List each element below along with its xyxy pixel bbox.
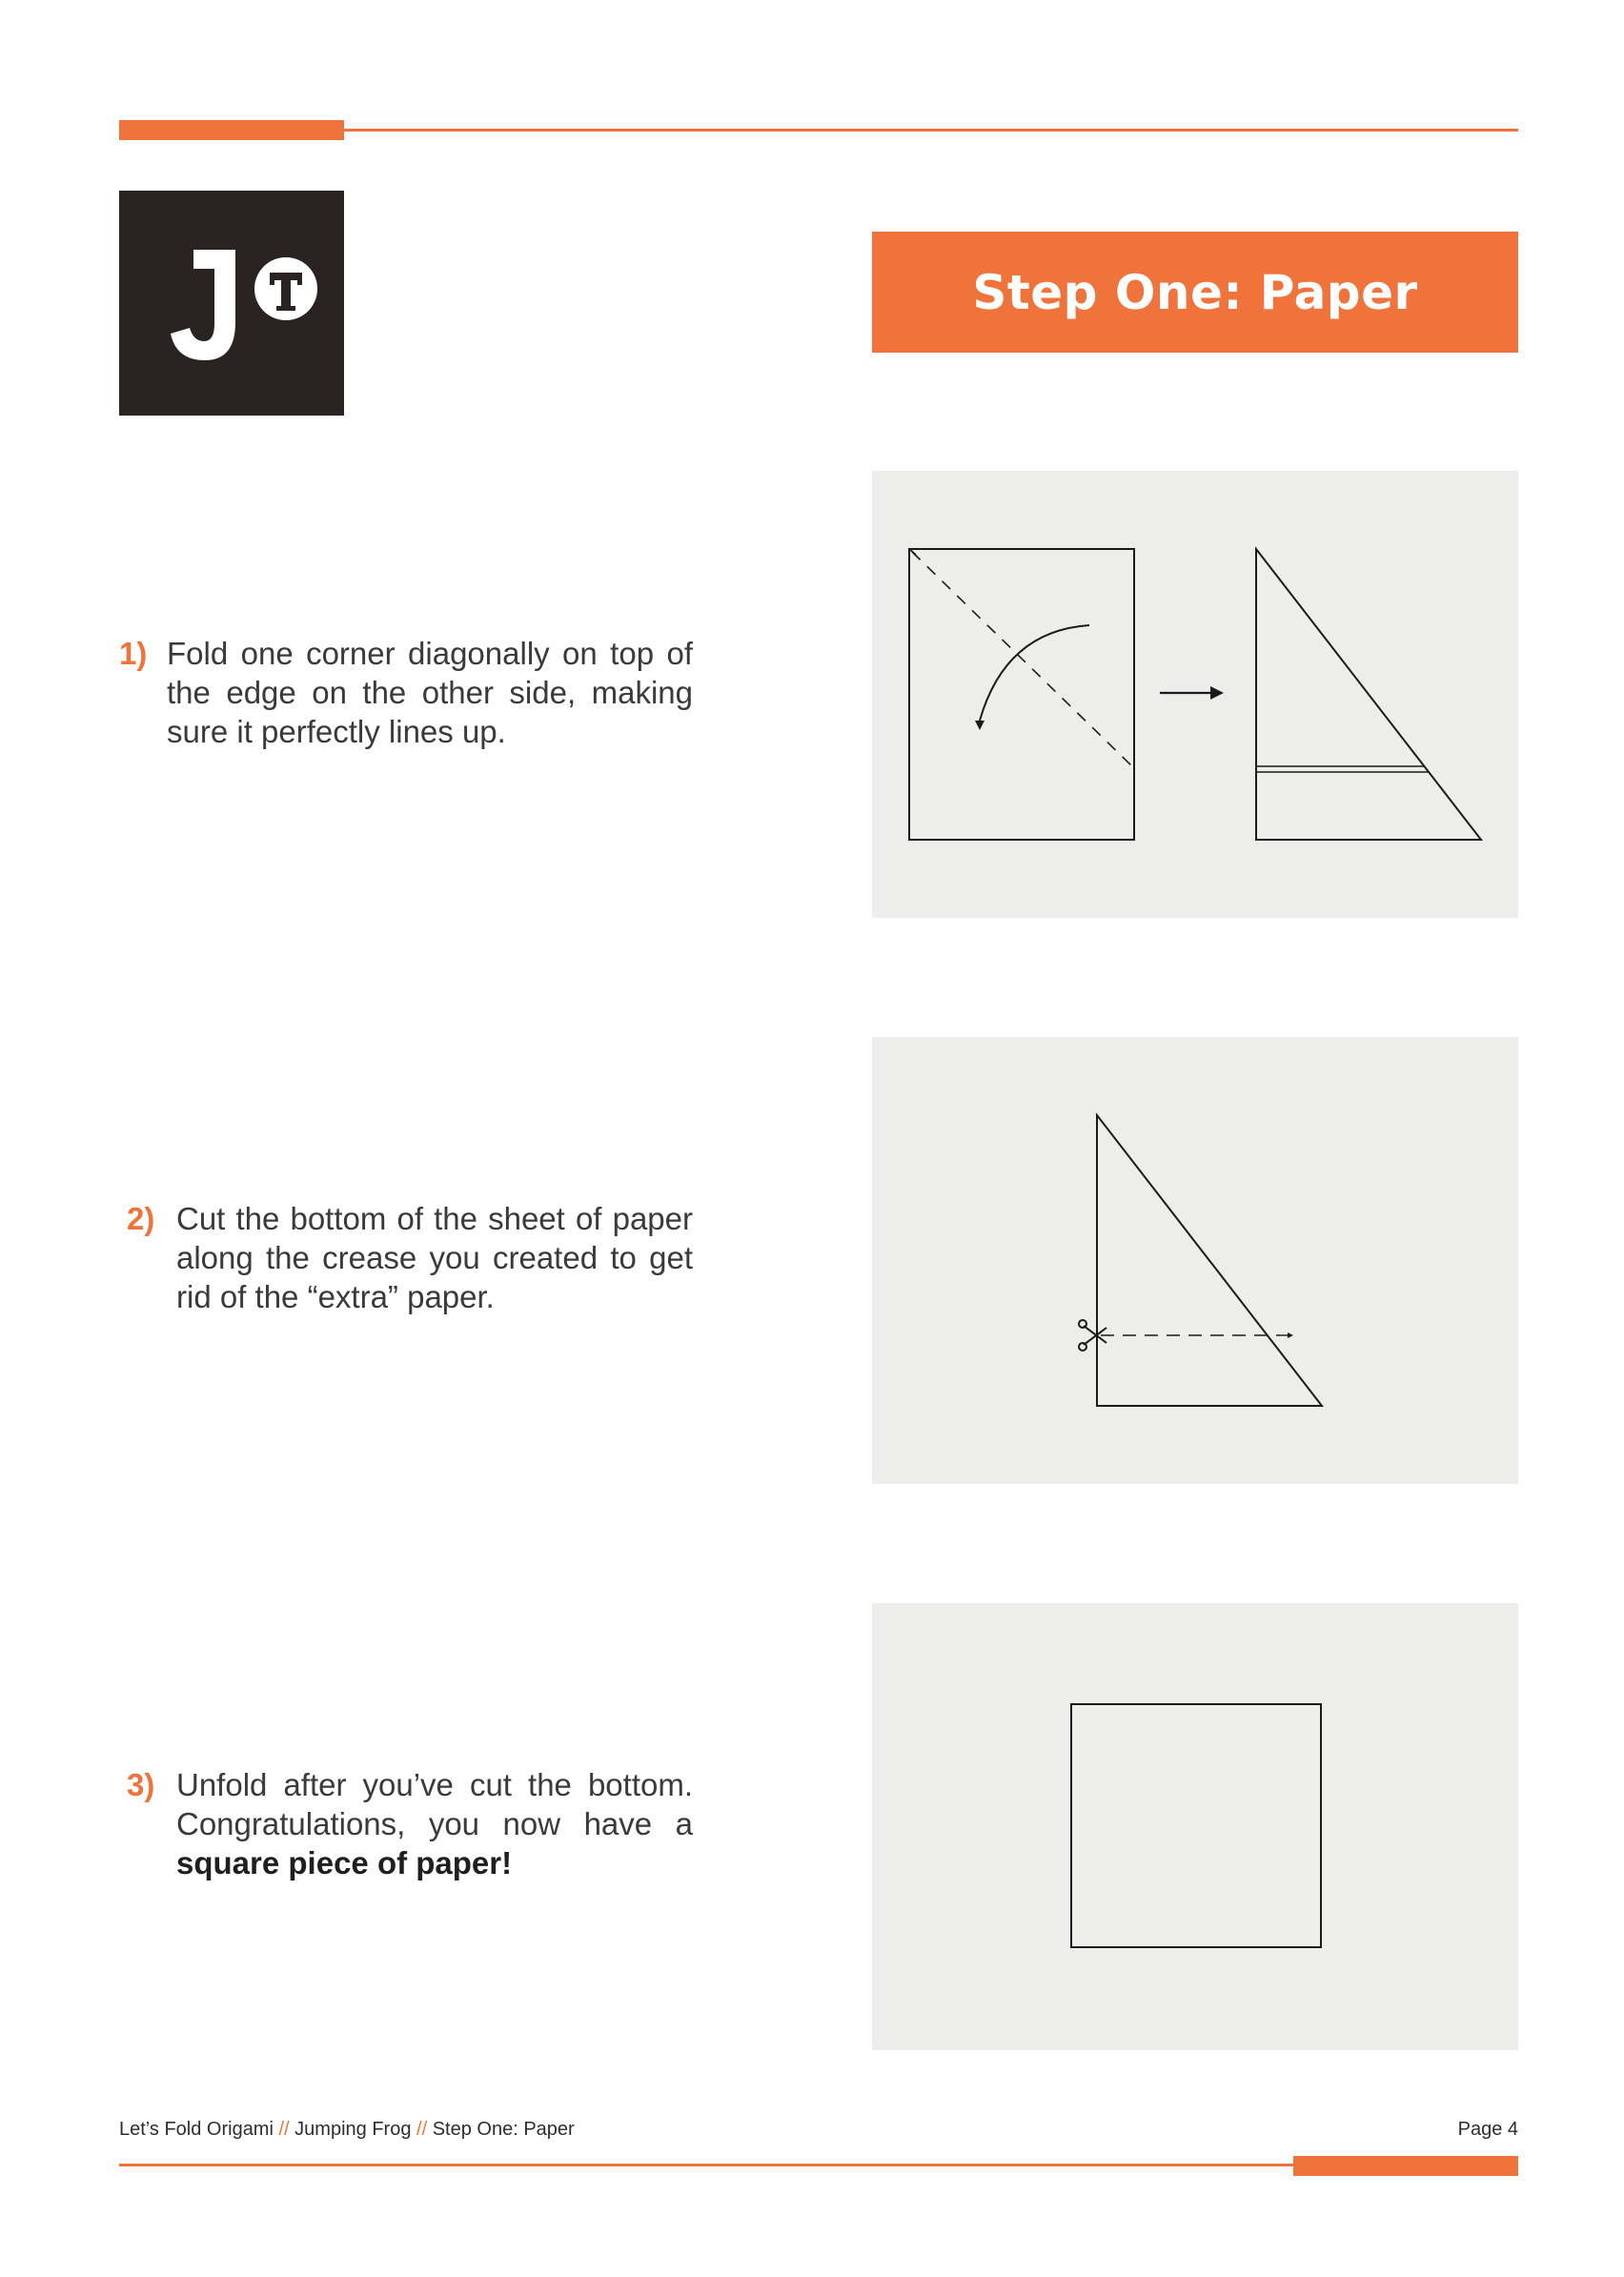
- square-paper-diagram: [872, 1603, 1518, 2050]
- step-text: Fold one corner diagonally on top of the edge on the other side, making sure it perfectly lines up.: [167, 636, 693, 749]
- step-3: [127, 1765, 693, 1882]
- header-accent-bar: [119, 120, 344, 140]
- breadcrumb-item: Step One: Paper: [432, 2119, 575, 2140]
- breadcrumb-separator: //: [416, 2119, 428, 2140]
- jt-logo-icon: [119, 191, 344, 416]
- step-text: [176, 1765, 693, 1882]
- footer-breadcrumb: [119, 2119, 575, 2141]
- step-text-main: Unfold after you’ve cut the bottom. Congratulations, you now have a: [176, 1767, 693, 1841]
- header-rule: [344, 129, 1518, 132]
- step-text-emphasis: square piece of paper!: [176, 1845, 513, 1881]
- page-number: Page 4: [1457, 2119, 1518, 2140]
- footer-accent-bar: [1293, 2156, 1518, 2176]
- step-1: [119, 634, 693, 751]
- title-banner: [872, 232, 1518, 353]
- logo: [119, 191, 344, 416]
- page-title: Step One: Paper: [972, 264, 1418, 320]
- step-number: 3): [127, 1767, 155, 1802]
- breadcrumb-separator: //: [278, 2119, 290, 2140]
- cut-bottom-diagram: [872, 1037, 1518, 1484]
- step-number: 2): [127, 1201, 155, 1236]
- footer-rule: [119, 2164, 1293, 2166]
- fold-diagonal-diagram: [872, 471, 1518, 918]
- breadcrumb-item: Let’s Fold Origami: [119, 2119, 274, 2140]
- step-number: 1): [119, 636, 148, 671]
- breadcrumb-item: Jumping Frog: [294, 2119, 412, 2140]
- step-text: Cut the bottom of the sheet of paper along the crease you created to get rid of the “extra” paper.: [176, 1201, 693, 1314]
- step-2: [127, 1199, 693, 1316]
